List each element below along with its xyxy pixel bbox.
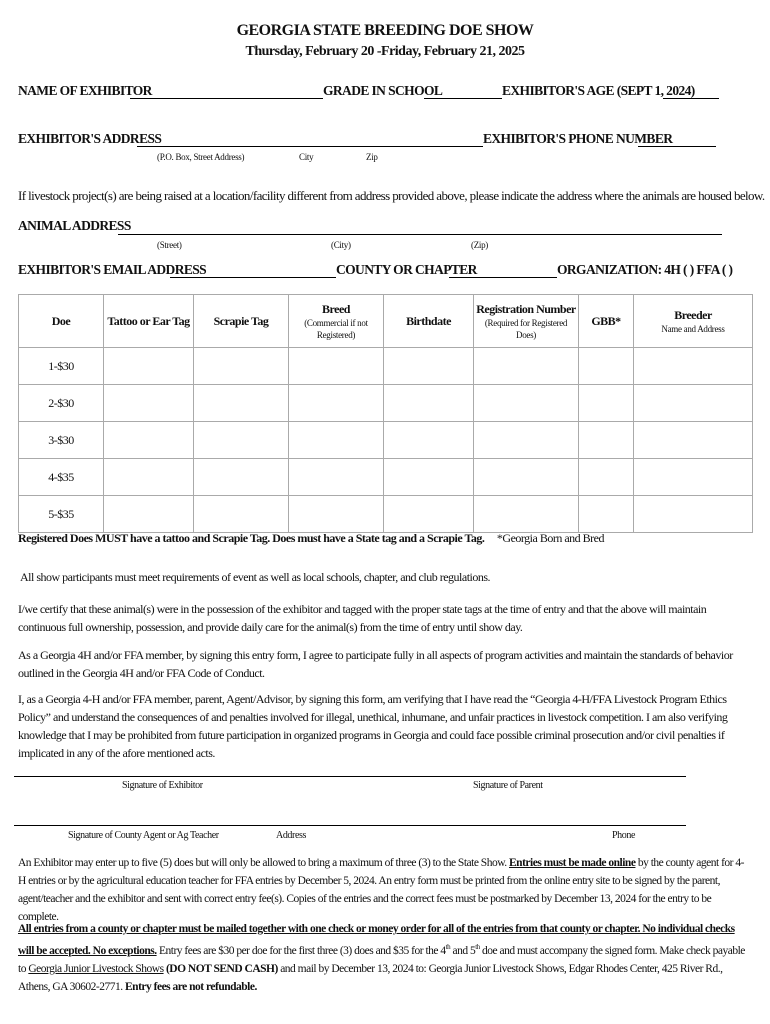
breeder-cell[interactable]: [634, 459, 753, 496]
entry-info-c: by the county agent for 4-H entries or by the agricultural education teacher for FFA entries by December 5, 2024. An entry form must be printed from the online entry site to be signed by the parent, agent/teacher and the exhibitor and sent with correct entry fee(s). Copies of the entries and the correct fees must be postmarked by December 13, 2024 for the entry to be complete.: [18, 857, 744, 923]
agent-phone-label: Phone: [612, 830, 636, 841]
livestock-location-note: If livestock project(s) are being raised at a location/facility different from address provided above, please indicate the address where the animals are housed below.: [18, 188, 765, 203]
header-reg-label: Registration Number: [476, 301, 576, 316]
signature-line-2[interactable]: [14, 825, 686, 826]
tattoo-cell[interactable]: [104, 348, 194, 385]
doe-row-label: 1-$30: [19, 348, 104, 385]
breed-cell[interactable]: [289, 348, 384, 385]
header-registration: [474, 295, 579, 348]
doe-entry-table: [18, 294, 753, 533]
county-label: COUNTY OR CHAPTER: [336, 262, 477, 277]
breeder-cell[interactable]: [634, 496, 753, 533]
birthdate-cell[interactable]: [384, 422, 474, 459]
doe-row-label: 4-$35: [19, 459, 104, 496]
no-cash-note: (DO NOT SEND CASH): [165, 962, 278, 975]
registration-cell[interactable]: [474, 496, 579, 533]
address-field[interactable]: [137, 146, 483, 147]
table-row: [19, 422, 753, 459]
breed-cell[interactable]: [289, 459, 384, 496]
header-breed: [289, 295, 384, 348]
entries-online-note: Entries must be made online: [509, 857, 636, 869]
address-hint-po: (P.O. Box, Street Address): [157, 152, 245, 162]
tattoo-cell[interactable]: [104, 422, 194, 459]
participants-note: All show participants must meet requirements of event as well as local schools, chapter, and club regulations.: [20, 570, 491, 584]
birthdate-cell[interactable]: [384, 459, 474, 496]
county-field[interactable]: [449, 277, 557, 278]
animal-hint-street: (Street): [157, 240, 182, 250]
header-tattoo: Tattoo or Ear Tag: [104, 295, 194, 348]
breeder-cell[interactable]: [634, 385, 753, 422]
phone-field[interactable]: [638, 146, 716, 147]
mailing-address: and mail by December 13, 2024 to: Georgia Junior Livestock Shows, Edgar Rhodes Center, 425 River Rd., Athens, GA 30602-2771.: [18, 962, 723, 993]
breed-cell[interactable]: [289, 496, 384, 533]
entry-info-paragraph: [18, 854, 750, 926]
grade-field[interactable]: [424, 98, 502, 99]
header-birthdate: Birthdate: [384, 295, 474, 348]
certify-paragraph: I/we certify that these animal(s) were in the possession of the exhibitor and tagged with the proper state tags at the time of entry and that the above will maintain continuous full ownership, possession, and provide daily care for the animal(s) from the time of entry until show day.: [18, 602, 707, 634]
registration-cell[interactable]: [474, 459, 579, 496]
entry-info-a: An Exhibitor may enter up to five (5) does but will only be allowed to bring a maximum of three (3) to the State Show.: [18, 857, 507, 869]
table-header-row: [19, 295, 753, 348]
mailing-rule: All entries from a county or chapter must be mailed together with one check or money order for all of the entries from that county or chapter. No individual checks will be accepted. No exceptions.: [18, 923, 735, 957]
fee-text-a: Entry fees are $30 per doe for the first three (3) does and $35 for the 4: [158, 944, 446, 957]
grade-label: GRADE IN SCHOOL: [323, 83, 443, 98]
doe-row-label: 3-$30: [19, 422, 104, 459]
address-hint-city: City: [299, 152, 314, 162]
agent-address-label: Address: [276, 830, 306, 841]
breeder-cell[interactable]: [634, 348, 753, 385]
exhibitor-signature-label: Signature of Exhibitor: [122, 780, 203, 791]
exhibitor-name-field[interactable]: [130, 98, 323, 99]
non-refundable-note: Entry fees are not refundable.: [125, 980, 257, 993]
breed-cell[interactable]: [289, 422, 384, 459]
doe-row-label: 2-$30: [19, 385, 104, 422]
phone-label: EXHIBITOR'S PHONE NUMBER: [483, 131, 673, 146]
table-row: [19, 496, 753, 533]
header-doe: Doe: [19, 295, 104, 348]
organization-label: ORGANIZATION: 4H ( ) FFA ( ): [557, 262, 733, 277]
gbb-cell[interactable]: [579, 459, 634, 496]
registration-cell[interactable]: [474, 422, 579, 459]
mailing-paragraph: [18, 920, 750, 996]
email-field[interactable]: [170, 277, 336, 278]
parent-signature-label: Signature of Parent: [473, 780, 543, 791]
tattoo-cell[interactable]: [104, 496, 194, 533]
email-label: EXHIBITOR'S EMAIL ADDRESS: [18, 262, 207, 277]
scrapie-cell[interactable]: [194, 348, 289, 385]
table-row: [19, 348, 753, 385]
doe-row-label: 5-$35: [19, 496, 104, 533]
scrapie-cell[interactable]: [194, 459, 289, 496]
animal-hint-city: (City): [331, 240, 351, 250]
address-hint-zip: Zip: [366, 152, 378, 162]
fee-text-c: doe and must accompany the signed form. Make check payable to: [18, 944, 745, 975]
animal-address-label: ANIMAL ADDRESS: [18, 218, 131, 233]
registered-note: [18, 531, 604, 546]
header-breeder-sub: Name and Address: [661, 323, 725, 334]
exhibitor-name-label: NAME OF EXHIBITOR: [18, 83, 152, 98]
header-gbb: GBB*: [579, 295, 634, 348]
registration-cell[interactable]: [474, 385, 579, 422]
signature-line-1[interactable]: [14, 776, 686, 777]
ethics-paragraph: I, as a Georgia 4-H and/or FFA member, parent, Agent/Advisor, by signing this form, am verifying that I have read the “Georgia 4-H/FFA Livestock Program Ethics Policy” and understand the consequences of and penalties involved for illegal, unethical, inhumane, and unfair practices in livestock competition. I am also verifying knowledge that I may be prohibited from future participation in organized programs in Georgia and could face possible criminal prosecution and/or civil penalties if implicated in any of the afore mentioned acts.: [18, 692, 728, 760]
scrapie-cell[interactable]: [194, 496, 289, 533]
registration-cell[interactable]: [474, 348, 579, 385]
page-title: GEORGIA STATE BREEDING DOE SHOW: [236, 22, 534, 39]
header-scrapie: Scrapie Tag: [194, 295, 289, 348]
age-field[interactable]: [663, 98, 719, 99]
show-dates: Thursday, February 20 -Friday, February 21, 2025: [245, 44, 525, 59]
fee-sup-1: th: [445, 943, 451, 951]
birthdate-cell[interactable]: [384, 496, 474, 533]
header-breed-sub: (Commercial if not Registered): [304, 317, 368, 340]
header-breeder: [634, 295, 753, 348]
gbb-cell[interactable]: [579, 496, 634, 533]
animal-address-field[interactable]: [118, 234, 722, 235]
table-row: [19, 385, 753, 422]
animal-hint-zip: (Zip): [471, 240, 488, 250]
header-breeder-label: Breeder: [674, 307, 712, 322]
georgia-born-note: *Georgia Born and Bred: [496, 531, 604, 545]
fee-sup-2: th: [475, 943, 480, 951]
gbb-cell[interactable]: [579, 348, 634, 385]
fee-text-b: and 5: [452, 944, 476, 957]
scrapie-cell[interactable]: [194, 422, 289, 459]
member-paragraph: As a Georgia 4H and/or FFA member, by signing this entry form, I agree to participate fully in all aspects of program activities and maintain the standards of behavior outlined in the Georgia 4H and/or FFA Code of Conduct.: [18, 648, 733, 680]
table-row: [19, 459, 753, 496]
breed-cell[interactable]: [289, 385, 384, 422]
address-label: EXHIBITOR'S ADDRESS: [18, 131, 162, 146]
tattoo-cell[interactable]: [104, 385, 194, 422]
birthdate-cell[interactable]: [384, 348, 474, 385]
registered-note-bold: Registered Does MUST have a tattoo and Scrapie Tag. Does must have a State tag and a Scrapie Tag.: [18, 531, 485, 545]
tattoo-cell[interactable]: [104, 459, 194, 496]
breeder-cell[interactable]: [634, 422, 753, 459]
header-reg-sub: (Required for Registered Does): [484, 317, 568, 340]
birthdate-cell[interactable]: [384, 385, 474, 422]
gbb-cell[interactable]: [579, 422, 634, 459]
gbb-cell[interactable]: [579, 385, 634, 422]
agent-signature-label: Signature of County Agent or Ag Teacher: [68, 830, 219, 841]
age-label: EXHIBITOR'S AGE (SEPT 1, 2024): [502, 83, 695, 98]
header-breed-label: Breed: [322, 301, 350, 316]
payee-name: Georgia Junior Livestock Shows: [28, 962, 164, 975]
scrapie-cell[interactable]: [194, 385, 289, 422]
